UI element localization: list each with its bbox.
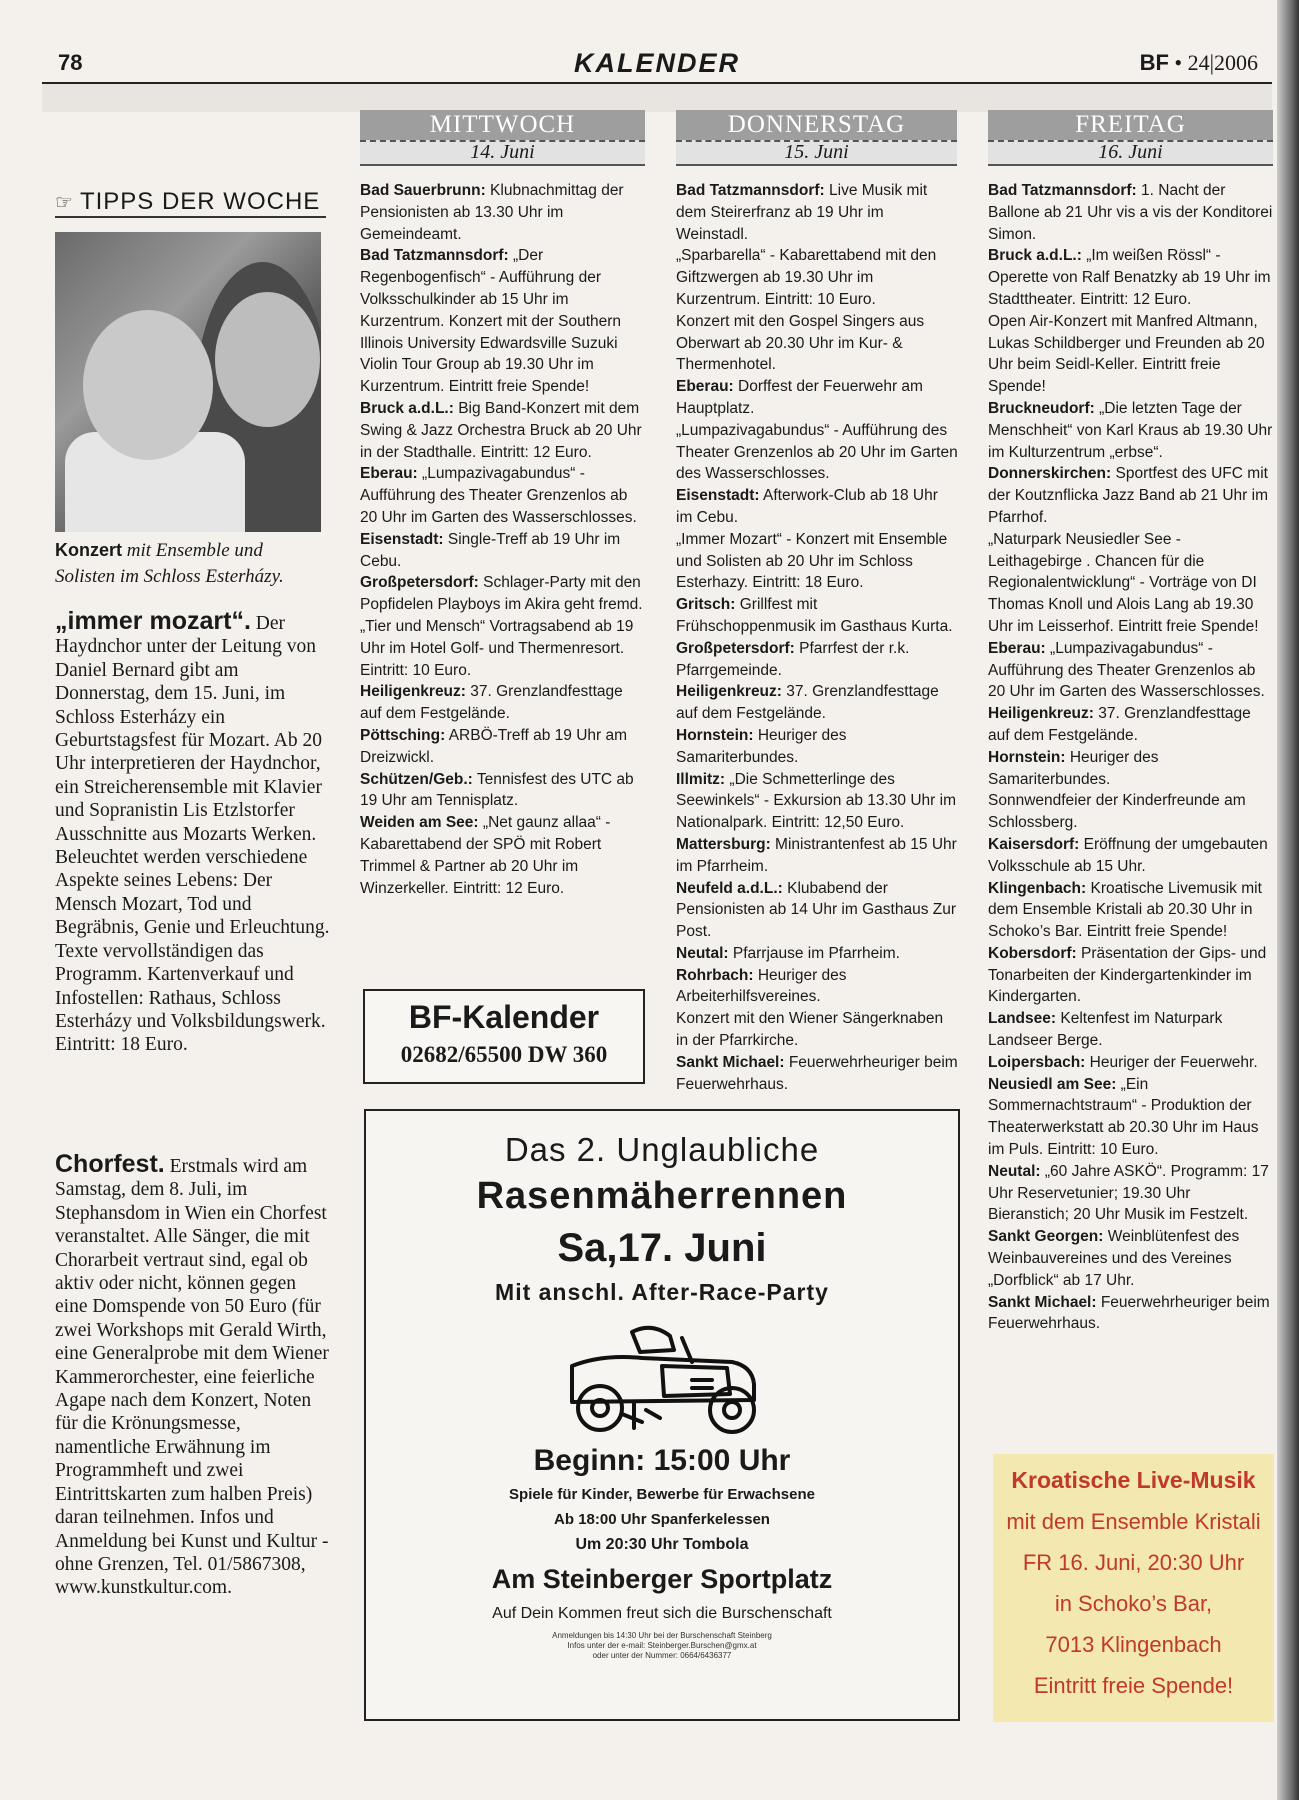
entry-text: „Lumpazivagabundus“ - Aufführung des Theater Grenzenlos ab 20 Uhr im Garten des Wasserschlosses. xyxy=(360,465,637,526)
day-date: 16. Juni xyxy=(988,140,1273,166)
entry-text: Sonnwendfeier der Kinderfreunde am Schlossberg. xyxy=(988,792,1246,832)
calendar-entry xyxy=(988,1226,1273,1291)
calendar-entry xyxy=(360,725,648,769)
ad-fine-line: oder unter der Nummer: 0664/6436377 xyxy=(592,1651,732,1660)
entry-place: Kaisersdorf: xyxy=(988,835,1080,853)
entry-place: Bruck a.d.L.: xyxy=(360,399,454,417)
calendar-entry xyxy=(676,965,958,1009)
entry-place: Eberau: xyxy=(360,465,418,483)
entry-place: Sankt Michael: xyxy=(988,1293,1097,1311)
calendar-entry xyxy=(676,878,958,943)
entry-text: Kroatische Livemusik mit dem Ensemble Kristali ab 20.30 Uhr in Schoko’s Bar. Eintritt freie Spende! xyxy=(988,879,1262,941)
calendar-entry xyxy=(676,638,958,682)
calendar-entry xyxy=(360,812,648,899)
caption-text: mit Ensemble und Solisten im Schloss Esterházy. xyxy=(55,540,284,587)
entry-place: Eberau: xyxy=(988,639,1046,657)
entry-text: 37. Grenzlandfesttage auf dem Festgelände. xyxy=(988,705,1251,744)
entry-text: „Die Schmetterlinge des Seewinkels“ - Exkursion ab 13.30 Uhr im Nationalpark. Eintritt: 12,50 Euro. xyxy=(676,770,956,832)
entry-place: Heiligenkreuz: xyxy=(676,683,782,701)
entry-place: Neutal: xyxy=(988,1162,1041,1180)
entry-text: „Tier und Mensch“ Vortragsabend ab 19 Uhr im Hotel Golf- und Thermenresort. Eintritt: 10 Euro. xyxy=(360,617,634,679)
entry-text: Weinblütenfest des Weinbauvereines und des Vereines „Dorfblick“ ab 17 Uhr. xyxy=(988,1228,1240,1289)
entry-place: Pöttsching: xyxy=(360,726,446,744)
calendar-entry xyxy=(676,834,958,878)
entry-text: Präsentation der Gips- und Tonarbeiten der Kindergartenkinder im Kindergarten. xyxy=(988,944,1267,1006)
entry-text: Klubnachmittag der Pensionisten ab 13.30 Uhr im Gemeindeamt. xyxy=(360,182,624,243)
calendar-entry xyxy=(676,1052,958,1096)
entry-text: Klubabend der Pensionisten ab 14 Uhr im Gasthaus Zur Post. xyxy=(676,879,956,941)
calendar-entry xyxy=(676,420,958,485)
day-date: 14. Juni xyxy=(360,140,645,166)
entry-text: Tennisfest des UTC ab 19 Uhr am Tennisplatz. xyxy=(360,770,634,810)
calendar-entry xyxy=(988,747,1273,791)
issue-number: 24|2006 xyxy=(1187,50,1258,75)
ad-fine-print xyxy=(366,1631,958,1661)
calendar-entry xyxy=(676,1008,958,1052)
ad-venue: Am Steinberger Sportplatz xyxy=(491,1564,833,1594)
calendar-entry xyxy=(360,245,648,398)
page-header xyxy=(42,48,1272,84)
entry-text: Keltenfest im Naturpark Landseer Berge. xyxy=(988,1010,1223,1050)
entry-text: „Lumpazivagabundus“ - Aufführung des Theater Grenzenlos ab 20 Uhr im Garten des Wasserschlosses. xyxy=(988,639,1265,701)
page-number: 78 xyxy=(58,50,83,75)
entry-place: Eberau: xyxy=(676,378,734,396)
entry-text: Dorffest der Feuerwehr am Hauptplatz. xyxy=(676,378,923,417)
entry-text: 37. Grenzlandfesttage auf dem Festgelände. xyxy=(360,683,623,723)
ad-line: Spiele für Kinder, Bewerbe für Erwachsene xyxy=(509,1486,815,1503)
day-name: FREITAG xyxy=(988,110,1273,140)
entry-place: Heiligenkreuz: xyxy=(988,705,1094,723)
bf-kalender-box xyxy=(363,989,645,1084)
entry-text: „Net gaunz allaa“ - Kabarettabend der SPÖ mit Robert Trimmel & Partner ab 20 Uhr im Winzerkeller. Eintritt: 12 Euro. xyxy=(360,814,611,897)
calendar-entry xyxy=(988,311,1273,398)
calendar-entry xyxy=(988,245,1273,310)
ad-fine-line: Infos unter der e-mail: Steinberger.Burschen@gmx.at xyxy=(567,1641,757,1650)
day-header-donnerstag xyxy=(676,110,957,163)
entry-place: Landsee: xyxy=(988,1010,1057,1028)
entry-place: Bad Tatzmannsdorf: xyxy=(360,247,509,265)
entry-text: Feuerwehrheuriger beim Feuerwehrhaus. xyxy=(676,1053,958,1093)
calendar-entry xyxy=(676,594,958,638)
kroat-line: mit dem Ensemble Kristali xyxy=(1006,1509,1261,1534)
kroatische-musik-box xyxy=(993,1454,1274,1722)
calendar-entry xyxy=(988,638,1273,703)
entry-text: 1. Nacht der Ballone ab 21 Uhr vis a vis der Konditorei Simon. xyxy=(988,182,1273,243)
entry-text: „Der Regenbogenfisch“ - Aufführung der Volksschulkinder ab 15 Uhr im Kurzentrum. Konzert mit der Southern Illinois University Edwardsville Suzuki Violin Tour Group ab 19.30 Uhr im Kurzentrum. Eintritt freie Spende! xyxy=(360,247,622,396)
tipps-label: TIPPS DER WOCHE xyxy=(79,188,321,215)
entry-text: ARBÖ-Treff ab 19 Uhr am Dreizwickl. xyxy=(360,726,628,766)
calendar-entry xyxy=(676,180,958,245)
calendar-entry xyxy=(988,703,1273,747)
entry-text: „Sparbarella“ - Kabarettabend mit den Giftzwergen ab 19.30 Uhr im Kurzentrum. Eintritt: 10 Euro. xyxy=(676,247,937,308)
ad-fine-line: Anmeldungen bis 14:30 Uhr bei der Burschenschaft Steinberg xyxy=(552,1631,772,1640)
kroat-title: Kroatische Live-Musik xyxy=(1011,1467,1256,1493)
calendar-entry xyxy=(360,616,648,681)
ad-line: Das 2. Unglaubliche xyxy=(504,1131,820,1168)
calendar-entry xyxy=(360,180,648,245)
section-title: KALENDER xyxy=(573,48,740,78)
entry-place: Loipersbach: xyxy=(988,1053,1086,1071)
entry-place: Kobersdorf: xyxy=(988,944,1077,962)
calendar-entry xyxy=(676,311,958,376)
entry-place: Neusiedl am See: xyxy=(988,1075,1117,1093)
story-mozart xyxy=(55,607,331,1057)
calendar-entry xyxy=(676,376,958,420)
entry-place: Sankt Michael: xyxy=(676,1053,785,1071)
entry-text: 37. Grenzlandfesttage auf dem Festgelände. xyxy=(676,683,939,723)
photo-caption xyxy=(55,537,327,590)
ad-line: Um 20:30 Uhr Tombola xyxy=(575,1536,749,1553)
brand-name: BF xyxy=(1139,50,1169,75)
entry-place: Bad Tatzmannsdorf: xyxy=(988,182,1137,199)
entry-text: Eröffnung der umgebauten Volksschule ab 15 Uhr. xyxy=(988,835,1268,875)
entry-text: Konzert mit den Gospel Singers aus Oberwart ab 20.30 Uhr im Kur- & Thermenhotel. xyxy=(676,312,925,374)
calendar-entry xyxy=(676,245,958,310)
entry-text: Heuriger des Arbeiterhilfsvereines. xyxy=(676,966,847,1006)
entry-text: „Naturpark Neusiedler See - Leithagebirge . Chancen für die Regionalentwicklung“ - Vorträge von DI Thomas Knoll und Alois Lang ab 19.30 Uhr im Leisserhof. Eintritt freie Spende! xyxy=(988,530,1259,635)
entry-place: Bad Sauerbrunn: xyxy=(360,182,486,199)
calendar-entry xyxy=(988,1008,1273,1052)
calendar-entry xyxy=(988,790,1273,834)
calendar-entry xyxy=(360,398,648,463)
ad-line: Mit anschl. After-Race-Party xyxy=(495,1279,829,1305)
entry-place: Donnerskirchen: xyxy=(988,465,1112,483)
kroat-line: 7013 Klingenbach xyxy=(1045,1632,1222,1657)
calendar-entry xyxy=(360,769,648,813)
entry-text: Feuerwehrheuriger beim Feuerwehrhaus. xyxy=(988,1293,1270,1333)
entry-text: Heuriger der Feuerwehr. xyxy=(1089,1053,1258,1071)
calendar-entry xyxy=(988,1292,1273,1336)
calendar-entry xyxy=(360,529,648,573)
entry-place: Schützen/Geb.: xyxy=(360,770,473,788)
entry-text: Live Musik mit dem Steirerfranz ab 19 Uhr im Weinstadl. xyxy=(676,182,928,243)
day-header-freitag xyxy=(988,110,1273,163)
entry-place: Klingenbach: xyxy=(988,879,1087,897)
calendar-entry xyxy=(360,572,648,616)
lawnmower-race-ad xyxy=(364,1109,960,1721)
story-chorfest xyxy=(55,1150,331,1600)
entry-text: Pfarrjause im Pfarrheim. xyxy=(732,944,900,962)
entry-place: Rohrbach: xyxy=(676,966,754,984)
photo-shape xyxy=(83,310,213,460)
entry-text: Konzert mit den Wiener Sängerknaben in der Pfarrkirche. xyxy=(676,1010,944,1050)
story-lead: „immer mozart“. xyxy=(55,607,251,635)
day-date: 15. Juni xyxy=(676,140,957,166)
calendar-entry xyxy=(676,725,958,769)
entry-text: Heuriger des Samariterbundes. xyxy=(676,726,847,766)
entry-text: Grillfest mit Frühschoppenmusik im Gasthaus Kurta. xyxy=(676,596,953,635)
entry-place: Hornstein: xyxy=(676,726,754,744)
entry-place: Bad Tatzmannsdorf: xyxy=(676,182,825,199)
tipps-heading xyxy=(55,188,326,218)
bf-kalender-title: BF-Kalender xyxy=(408,999,600,1035)
calendar-entry xyxy=(988,834,1273,878)
ad-headline: Rasenmäherrennen xyxy=(476,1175,848,1217)
entry-text: Big Band-Konzert mit dem Swing & Jazz Orchestra Bruck ab 20 Uhr in der Stadthalle. Eintritt: 12 Euro. xyxy=(360,399,642,461)
caption-bold: Konzert xyxy=(55,540,122,560)
entry-text: „Immer Mozart“ - Konzert mit Ensemble und Solisten ab 20 Uhr im Schloss Esterhazy. Eintritt: 18 Euro. xyxy=(676,530,948,592)
calendar-entry xyxy=(988,463,1273,528)
day-header-mittwoch xyxy=(360,110,645,163)
day-name: DONNERSTAG xyxy=(676,110,957,140)
ad-line: Ab 18:00 Uhr Spanferkelessen xyxy=(554,1511,770,1528)
entry-text: „Im weißen Rössl“ - Operette von Ralf Benatzky ab 19 Uhr im Stadttheater. Eintritt: 12 Euro. xyxy=(988,247,1271,308)
entry-place: Bruckneudorf: xyxy=(988,399,1095,417)
bf-kalender-phone: 02682/65500 DW 360 xyxy=(400,1042,608,1067)
story-text: Der Haydnchor unter der Leitung von Daniel Bernard gibt am Donnerstag, dem 15. Juni, im Schloss Esterházy ein Geburtstagsfest für Mozart. Ab 20 Uhr interpretieren der Haydnchor, ein Streicherensemble mit Klavier und Sopranistin Lis Etzlstorfer Ausschnitte aus Mozarts Werken. Beleuchtet werden verschiedene Aspekte seines Lebens: Der Mensch Mozart, Tod und Begräbnis, Genie und Erleuchtung. Texte vervollständigen das Programm. Kartenverkauf und Infostellen: Rathaus, Schloss Esterházy und Volksbildungswerk. Eintritt: 18 Euro. xyxy=(55,613,330,1056)
concert-photo xyxy=(55,232,321,532)
entry-text: Heuriger des Samariterbundes. xyxy=(988,748,1159,788)
entry-place: Illmitz: xyxy=(676,770,726,788)
entry-place: Neutal: xyxy=(676,944,729,962)
calendar-entry xyxy=(676,943,958,965)
entry-text: Open Air-Konzert mit Manfred Altmann, Lukas Schildberger und Freunden ab 20 Uhr beim Seidl-Keller. Eintritt freie Spende! xyxy=(988,312,1265,396)
lawnmower-icon xyxy=(542,1318,782,1438)
entries-freitag xyxy=(988,180,1273,1335)
entry-place: Eisenstadt: xyxy=(360,530,444,548)
entry-text: Ministrantenfest ab 15 Uhr im Pfarrheim. xyxy=(676,835,957,875)
calendar-entry xyxy=(988,1074,1273,1161)
entry-place: Weiden am See: xyxy=(360,814,479,832)
entry-text: Pfarrfest der r.k. Pfarrgemeinde. xyxy=(676,639,910,679)
ad-start-time: Beginn: 15:00 Uhr xyxy=(533,1444,791,1477)
story-lead: Chorfest. xyxy=(55,1150,165,1178)
entry-place: Großpetersdorf: xyxy=(360,574,479,592)
entry-place: Heiligenkreuz: xyxy=(360,683,466,701)
calendar-entry xyxy=(676,529,958,594)
entry-place: Eisenstadt: xyxy=(676,487,760,505)
entry-text: Afterwork-Club ab 18 Uhr im Cebu. xyxy=(676,487,938,526)
pointing-hand-icon: ☞ xyxy=(55,192,74,214)
entry-place: Sankt Georgen: xyxy=(988,1228,1104,1246)
entry-text: „Die letzten Tage der Menschheit“ von Karl Kraus ab 19.30 Uhr im Kulturzentrum „erbse“. xyxy=(988,399,1273,461)
calendar-entry xyxy=(988,398,1273,463)
calendar-entry xyxy=(676,681,958,725)
calendar-entry xyxy=(676,769,958,834)
ad-line: Auf Dein Kommen freut sich die Burschenschaft xyxy=(492,1605,832,1622)
entry-text: „Lumpazivagabundus“ - Aufführung des Theater Grenzenlos ab 20 Uhr im Garten des Wasserschlosses. xyxy=(676,421,958,483)
entry-text: Schlager-Party mit den Popfidelen Playboys im Akira geht fremd. xyxy=(360,574,643,614)
kroat-line: Eintritt freie Spende! xyxy=(1033,1673,1234,1698)
story-text: Erstmals wird am Samstag, dem 8. Juli, im Stephansdom in Wien ein Chorfest veranstaltet. Alle Sänger, die mit Chorarbeit vertraut sind, egal ob aktiv oder nicht, können gegen eine Domspende von 50 Euro (für zwei Workshops mit Gerald Wirth, eine Generalprobe mit dem Wiener Kammerorchester, eine feierliche Agape nach dem Konzert, Noten für die Krönungsmesse, namentliche Erwähnung im Programmheft und zwei Eintrittskarten zum halben Preis) daran teilnehmen. Infos und Anmeldung bei Kunst und Kultur - ohne Grenzen, Tel. 01/5867308, www.kunstkultur.com. xyxy=(55,1156,329,1599)
entry-place: Bruck a.d.L.: xyxy=(988,247,1082,265)
entry-text: Sportfest des UFC mit der Koutznflicka Jazz Band ab 21 Uhr im Pfarrhof. xyxy=(988,465,1268,526)
entry-text: „60 Jahre ASKÖ“. Programm: 17 Uhr Reservetunier; 19.30 Uhr Bieranstich; 20 Uhr Musik im Festzelt. xyxy=(988,1162,1269,1224)
calendar-entry xyxy=(360,463,648,528)
entry-place: Mattersburg: xyxy=(676,835,771,853)
page-fold-shadow xyxy=(1277,0,1299,1800)
kroat-line: FR 16. Juni, 20:30 Uhr xyxy=(1022,1550,1245,1575)
calendar-entry xyxy=(988,529,1273,638)
calendar-entry xyxy=(988,943,1273,1008)
calendar-entry xyxy=(988,878,1273,943)
entry-place: Großpetersdorf: xyxy=(676,639,795,657)
kroat-line: in Schoko’s Bar, xyxy=(1054,1591,1213,1616)
calendar-entry xyxy=(676,485,958,529)
entries-mittwoch xyxy=(360,180,648,899)
calendar-entry xyxy=(988,1161,1273,1226)
calendar-entry xyxy=(988,1052,1273,1074)
entries-donnerstag xyxy=(676,180,958,1095)
entry-place: Neufeld a.d.L.: xyxy=(676,879,783,897)
ad-date: Sa,17. Juni xyxy=(557,1226,767,1270)
calendar-entry xyxy=(360,681,648,725)
photo-shape xyxy=(215,292,320,427)
calendar-entry xyxy=(988,180,1273,245)
entry-text: Single-Treff ab 19 Uhr im Cebu. xyxy=(360,530,621,570)
issue-info: BF • 24|2006 xyxy=(1139,50,1258,75)
entry-text: „Ein Sommernachtstraum“ - Produktion der Theaterwerkstatt ab 20.30 Uhr im Haus im Puls. Eintritt: 10 Euro. xyxy=(988,1075,1259,1159)
header-shade-bar xyxy=(42,84,1272,112)
entry-place: Hornstein: xyxy=(988,748,1066,766)
day-name: MITTWOCH xyxy=(360,110,645,140)
entry-place: Gritsch: xyxy=(676,596,736,614)
